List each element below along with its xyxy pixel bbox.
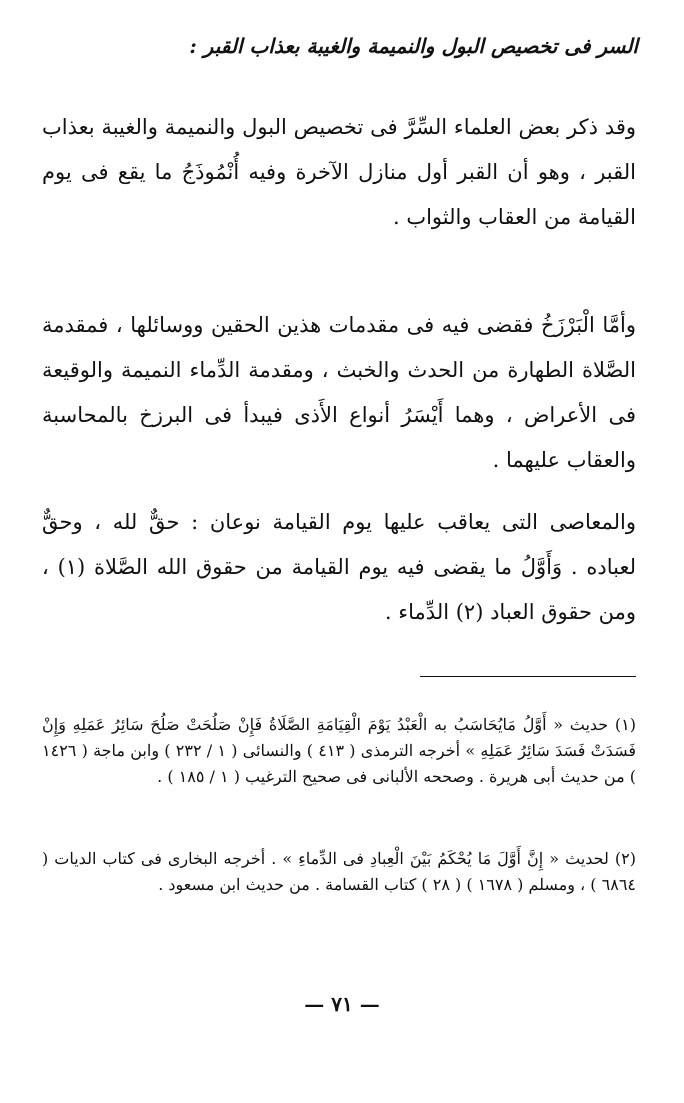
section-heading: السر فى تخصيص البول والنميمة والغيبة بعذاب القبر :	[189, 34, 638, 58]
page-number: — ٧١ —	[304, 992, 380, 1016]
paragraph-1: وقد ذكر بعض العلماء السِّرَّ فى تخصيص البول والنميمة والغيبة بعذاب القبر ، وهو أن القبر أول منازل الآخرة وفيه أُنْمُوذَجُ ما يقع فى يوم القيامة من العقاب والثواب .	[42, 115, 636, 229]
paragraph-3: والمعاصى التى يعاقب عليها يوم القيامة نوعان : حقٌّ لله ، وحقٌّ لعباده . وَأَوَّلُ ما يقضى فيه يوم القيامة من حقوق الله الصَّلاة (١) ، ومن حقوق العباد (٢) الدِّماء .	[42, 510, 636, 624]
footnote-divider	[420, 676, 636, 677]
footnote-2: (٢) لحديث « إِنَّ أَوَّلَ مَا يُحْكَمُ بَيْنَ الْعِبادِ فى الدِّماءِ » . أخرجه البخارى فى كتاب الديات ( ٦٨٦٤ ) ، ومسلم ( ١٦٧٨ ) ( ٢٨ ) كتاب القسامة . من حديث ابن مسعود .	[42, 849, 637, 894]
paragraph-2: وأمَّا الْبَرْزَخُ فقضى فيه فى مقدمات هذين الحقين ووسائلها ، فمقدمة الصَّلاة الطهارة من الحدث والخبث ، ومقدمة الدِّماء النميمة والوقيعة فى الأعراض ، وهما أَيْسَرُ أنواع الأَذى فيبدأ فى البرزخ بالمحاسبة والعقاب عليهما .	[42, 313, 636, 472]
footnote-1: (١) حديث « أَوَّلُ مَايُحَاسَبُ به الْعَبْدُ يَوْمَ الْقِيَامَةِ الصَّلَاةُ فَإِنْ صَلُحَتْ صَلُحَ سَائِرُ عَمَلِهِ وَإِنْ فَسَدَتْ فَسَدَ سَائِرُ عَمَلِهِ » أخرجه الترمذى ( ٤١٣ ) والنسائى ( ١ / ٢٣٢ ) وابن ماجة ( ١٤٢٦ ) من حديث أبى هريرة . وصححه الألبانى فى صحيح الترغيب ( ١ / ١٨٥ ) .	[42, 715, 637, 786]
